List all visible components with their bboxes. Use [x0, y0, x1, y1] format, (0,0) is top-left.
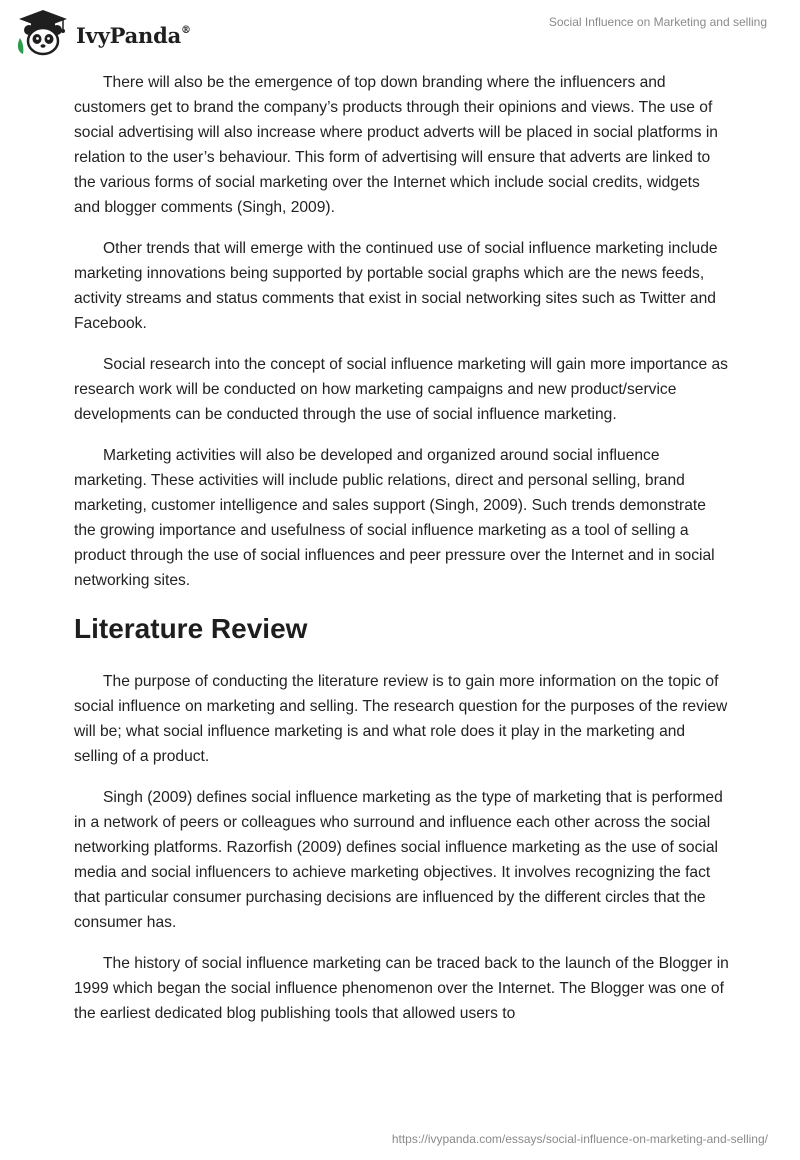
- body-paragraph: Singh (2009) defines social influence marketing as the type of marketing that is performed in a network of peers or colleagues who surround and influence each other across the social networking platforms. Razorfish (2009) defines social influence marketing as the use of social media and social influencers to achieve marketing objectives. It involves recognizing the fact that particular consumer purchasing decisions are influenced by the different circles that the consumer has.: [74, 789, 723, 931]
- section-heading: Literature Review: [74, 613, 308, 644]
- essay-content: [74, 70, 730, 1042]
- source-url[interactable]: https://ivypanda.com/essays/social-influence-on-marketing-and-selling/: [391, 1132, 768, 1146]
- panda-logo-icon: [14, 8, 72, 58]
- body-paragraph: The purpose of conducting the literature review is to gain more information on the topic of social influence on marketing and selling. The research question for the purposes of the review will be; what social influence marketing is and what role does it play in the marketing and selling of a product.: [74, 673, 728, 765]
- body-paragraph: Social research into the concept of social influence marketing will gain more importance as research work will be conducted on how marketing campaigns and new product/service developments can be conducted through the use of social influence marketing.: [74, 356, 728, 423]
- body-paragraph: Other trends that will emerge with the continued use of social influence marketing include marketing innovations being supported by portable social graphs which are the news feeds, activity streams and status comments that exist in social networking sites such as Twitter and Facebook.: [74, 240, 718, 332]
- running-title: Social Influence on Marketing and selling: [548, 15, 767, 29]
- body-paragraph: The history of social influence marketing can be traced back to the launch of the Blogger in 1999 which began the social influence phenomenon over the Internet. The Blogger was one of the earliest dedicated blog publishing tools that allowed users to: [74, 955, 729, 1022]
- site-logo[interactable]: [14, 8, 191, 58]
- page-header: [0, 0, 800, 70]
- brand-name: IvyPanda®: [76, 22, 191, 48]
- body-paragraph: There will also be the emergence of top down branding where the influencers and customers get to brand the company’s products through their opinions and views. The use of social advertising will also increase where product adverts will be placed in social platforms in relation to the user’s behaviour. This form of advertising will ensure that adverts are linked to the various forms of social marketing over the Internet which include social credits, widgets and blogger comments (Singh, 2009).: [74, 74, 718, 216]
- body-paragraph: Marketing activities will also be developed and organized around social influence marketing. These activities will include public relations, direct and personal selling, brand marketing, customer intelligence and sales support (Singh, 2009). Such trends demonstrate the growing importance and usefulness of social influence marketing as a tool of selling a product through the use of social influences and peer pressure over the Internet and in social networking sites.: [74, 447, 715, 589]
